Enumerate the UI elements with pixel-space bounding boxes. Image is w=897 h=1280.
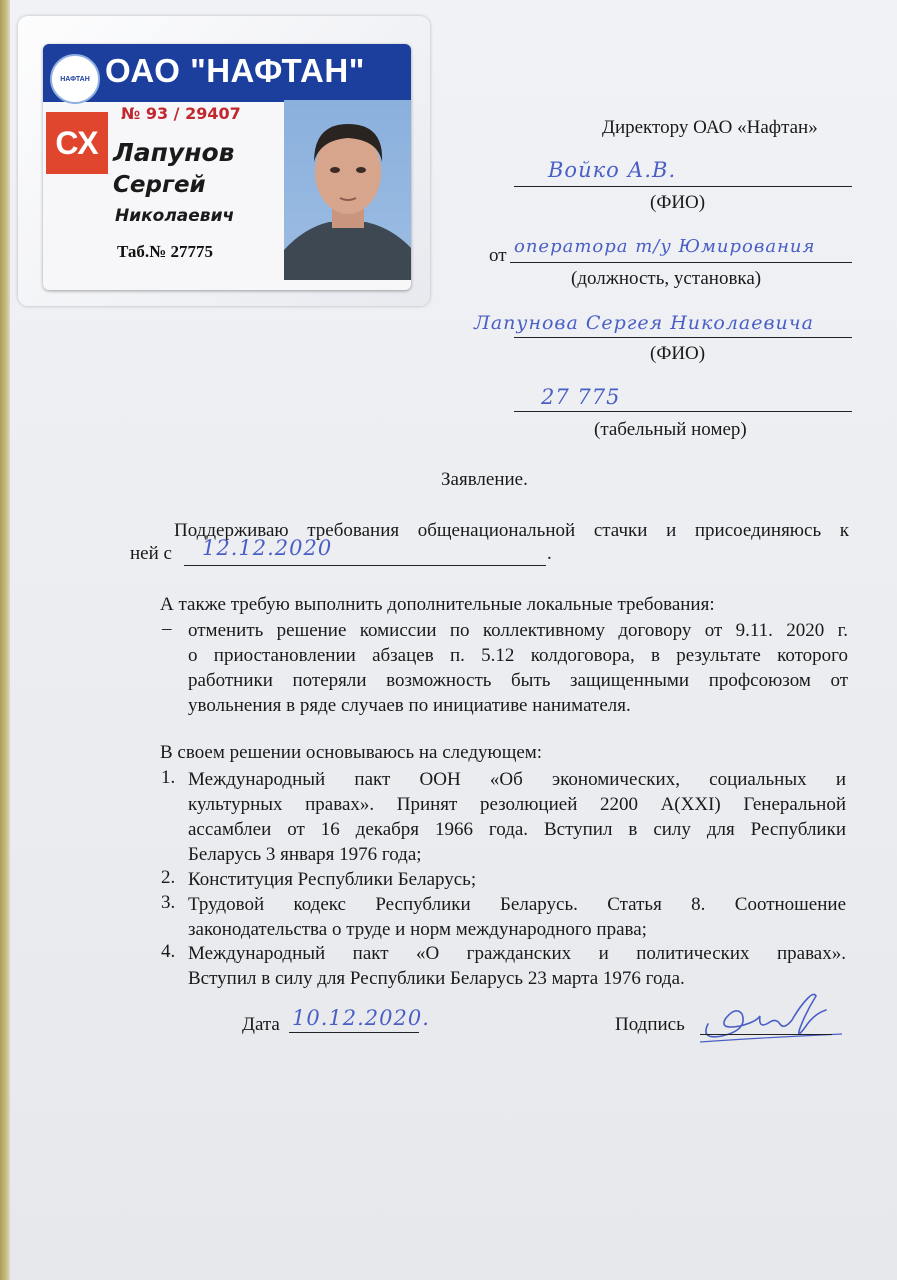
badge-first-name: Сергей xyxy=(113,172,206,198)
logo-text: НАФТАН xyxy=(60,75,90,83)
badge-title: ОАО "НАФТАН" xyxy=(105,52,365,89)
paragraph-1-suffix: . xyxy=(547,543,552,564)
demand-line-4: увольнения в ряде случаев по инициативе нанимателя. xyxy=(188,695,631,716)
badge-tab-number: Таб.№ 27775 xyxy=(117,242,213,261)
signature-scribble xyxy=(696,984,846,1050)
list-dash: – xyxy=(162,618,172,639)
id-badge xyxy=(43,44,411,290)
director-name-handwritten: Войко А.В. xyxy=(548,158,677,182)
addressee: Директору ОАО «Нафтан» xyxy=(602,117,818,138)
badge-surname: Лапунов xyxy=(113,138,235,167)
list-item-1-line-2: культурных правах». Принят резолюцией 2200 А(XXI) Генеральной xyxy=(188,794,846,815)
fio-label: (ФИО) xyxy=(650,192,706,213)
position-line xyxy=(510,262,852,263)
from-prefix: от xyxy=(489,245,507,266)
date-label: Дата xyxy=(242,1014,280,1035)
badge-number: № 93 / 29407 xyxy=(121,104,241,123)
list-item-2-line-1: Конституция Республики Беларусь; xyxy=(188,869,477,890)
portrait-photo xyxy=(284,100,411,280)
list-item-1-line-3: ассамблеи от 16 декабря 1966 года. Вступил в силу для Республики xyxy=(188,819,846,840)
director-name-line xyxy=(514,186,852,187)
paragraph-1-prefix: ней с xyxy=(130,543,172,564)
signature-label: Подпись xyxy=(615,1014,685,1035)
badge-header xyxy=(43,44,411,102)
list-item-1-number: 1. xyxy=(161,767,176,788)
list-item-4-line-1: Международный пакт «О гражданских и политических правах». xyxy=(188,943,846,964)
dept-code-box: СХ xyxy=(46,112,108,174)
strike-start-date-handwritten: 12.12.2020 xyxy=(202,536,333,560)
signature-line xyxy=(700,1034,832,1035)
date-line xyxy=(289,1032,419,1033)
list-item-2-number: 2. xyxy=(161,867,176,888)
naftan-logo-icon xyxy=(50,54,100,104)
date-handwritten: 10.12.2020. xyxy=(292,1006,430,1030)
demand-line-2: о приостановлении абзацев п. 5.12 колдоговора, в результате которого xyxy=(188,645,848,666)
grounds-intro: В своем решении основываюсь на следующем: xyxy=(160,742,543,763)
position-label: (должность, установка) xyxy=(571,268,762,289)
paragraph-1-line-1: Поддерживаю требования общенациональной стачки и присоединяюсь к xyxy=(174,520,849,541)
tab-number-line xyxy=(514,411,852,412)
badge-sleeve xyxy=(18,16,430,306)
list-item-4-line-2: Вступил в силу для Республики Беларусь 23 марта 1976 года. xyxy=(188,968,685,989)
list-item-1-line-1: Международный пакт ООН «Об экономических, социальных и xyxy=(188,769,846,790)
tab-number-label: (табельный номер) xyxy=(594,419,747,440)
local-demands-intro: А также требую выполнить дополнительные локальные требования: xyxy=(160,594,715,615)
list-item-4-number: 4. xyxy=(161,941,176,962)
document-title: Заявление. xyxy=(441,469,528,490)
applicant-name-handwritten: Лапунова Сергея Николаевича xyxy=(474,312,814,334)
list-item-3-number: 3. xyxy=(161,892,176,913)
list-item-3-line-2: законодательства о труде и норм международного права; xyxy=(188,919,647,940)
demand-line-1: отменить решение комиссии по коллективному договору от 9.11. 2020 г. xyxy=(188,620,848,641)
paper-edge xyxy=(0,0,10,1280)
tab-number-handwritten: 27 775 xyxy=(541,385,621,409)
list-item-1-line-4: Беларусь 3 января 1976 года; xyxy=(188,844,422,865)
fio-label-2: (ФИО) xyxy=(650,343,706,364)
demand-line-3: работники потеряли возможность быть защищенными профсоюзом от xyxy=(188,670,848,691)
badge-patronymic: Николаевич xyxy=(115,206,235,226)
position-handwritten: оператора т/у Юмирования xyxy=(514,236,816,257)
strike-date-line xyxy=(184,565,546,566)
list-item-3-line-1: Трудовой кодекс Республики Беларусь. Статья 8. Соотношение xyxy=(188,894,846,915)
portrait-drawing xyxy=(284,100,411,280)
applicant-name-line xyxy=(514,337,852,338)
